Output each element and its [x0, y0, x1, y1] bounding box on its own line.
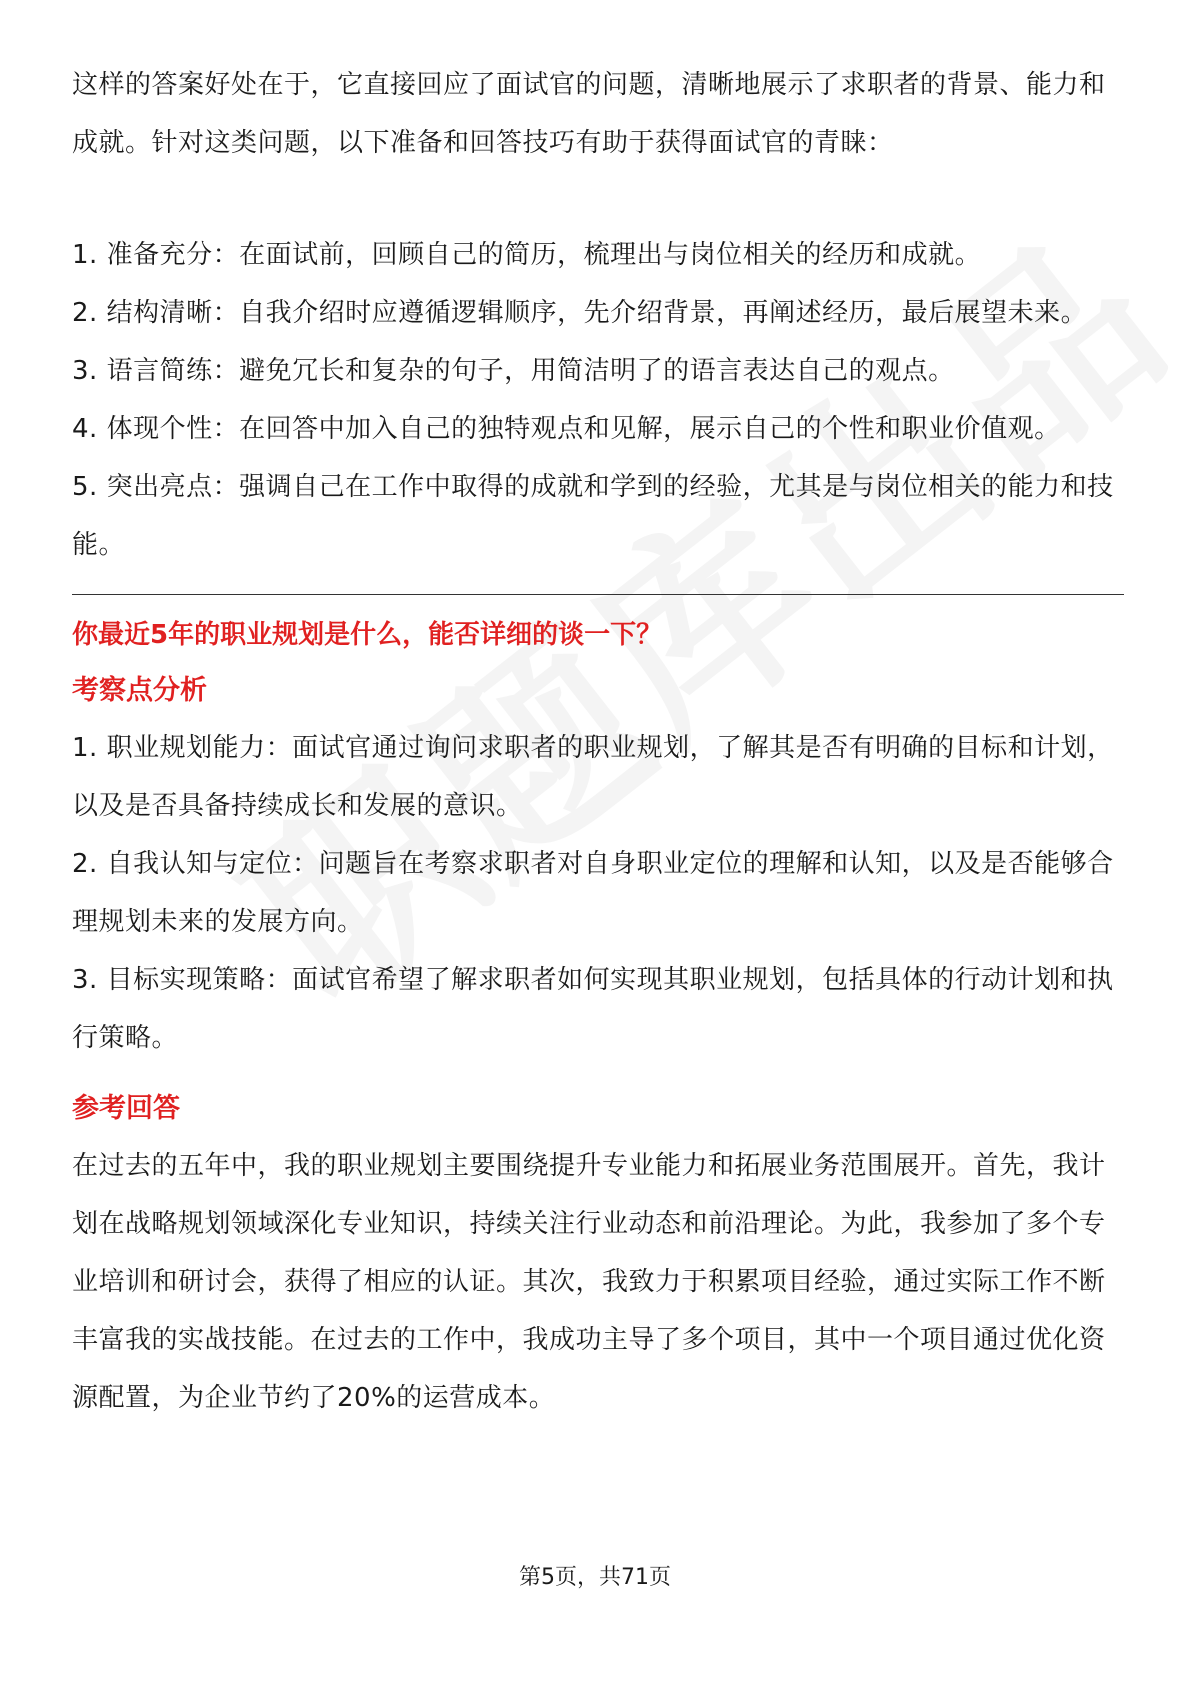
interview-question: 你最近5年的职业规划是什么，能否详细的谈一下？ [72, 620, 663, 650]
answer-paragraph: 在过去的五年中，我的职业规划主要围绕提升专业能力和拓展业务范围展开。首先，我计划在战略规划领域深化专业知识，持续关注行业动态和前沿理论。为此，我参加了多个专业培训和研讨会，获得了相应的认证。其次，我致力于积累项目经验，通过实际工作不断丰富我的实战技能。在过去的工作中，我成功主导了多个项目，其中一个项目通过优化资源配置，为企业节约了20%的运营成本。 [72, 1151, 1106, 1413]
section-divider [72, 594, 1124, 595]
tip-item: 5. 突出亮点：强调自己在工作中取得的成就和学到的经验，尤其是与岗位相关的能力和技能。 [72, 472, 1114, 560]
tip-item: 2. 结构清晰：自我介绍时应遵循逻辑顺序，先介绍背景，再阐述经历，最后展望未来。 [72, 298, 1088, 328]
document-page [72, 56, 1124, 1427]
analysis-point: 2. 自我认知与定位：问题旨在考察求职者对自身职业定位的理解和认知，以及是否能够合理规划未来的发展方向。 [72, 849, 1114, 937]
analysis-point: 3. 目标实现策略：面试官希望了解求职者如何实现其职业规划，包括具体的行动计划和执行策略。 [72, 965, 1114, 1053]
tip-item: 3. 语言简练：避免冗长和复杂的句子，用简洁明了的语言表达自己的观点。 [72, 356, 955, 386]
answer-heading: 参考回答 [72, 1093, 180, 1124]
tips-list [72, 226, 1124, 574]
tip-item: 1. 准备充分：在面试前，回顾自己的简历，梳理出与岗位相关的经历和成就。 [72, 240, 982, 270]
intro-paragraph: 这样的答案好处在于，它直接回应了面试官的问题，清晰地展示了求职者的背景、能力和成就。针对这类问题，以下准备和回答技巧有助于获得面试官的青睐： [72, 70, 1106, 158]
page-number: 第5页，共71页 [519, 1565, 671, 1590]
tip-item: 4. 体现个性：在回答中加入自己的独特观点和见解，展示自己的个性和职业价值观。 [72, 414, 1061, 444]
analysis-points [72, 719, 1124, 1067]
analysis-heading: 考察点分析 [72, 675, 207, 706]
analysis-point: 1. 职业规划能力：面试官通过询问求职者的职业规划，了解其是否有明确的目标和计划，以及是否具备持续成长和发展的意识。 [72, 733, 1114, 821]
